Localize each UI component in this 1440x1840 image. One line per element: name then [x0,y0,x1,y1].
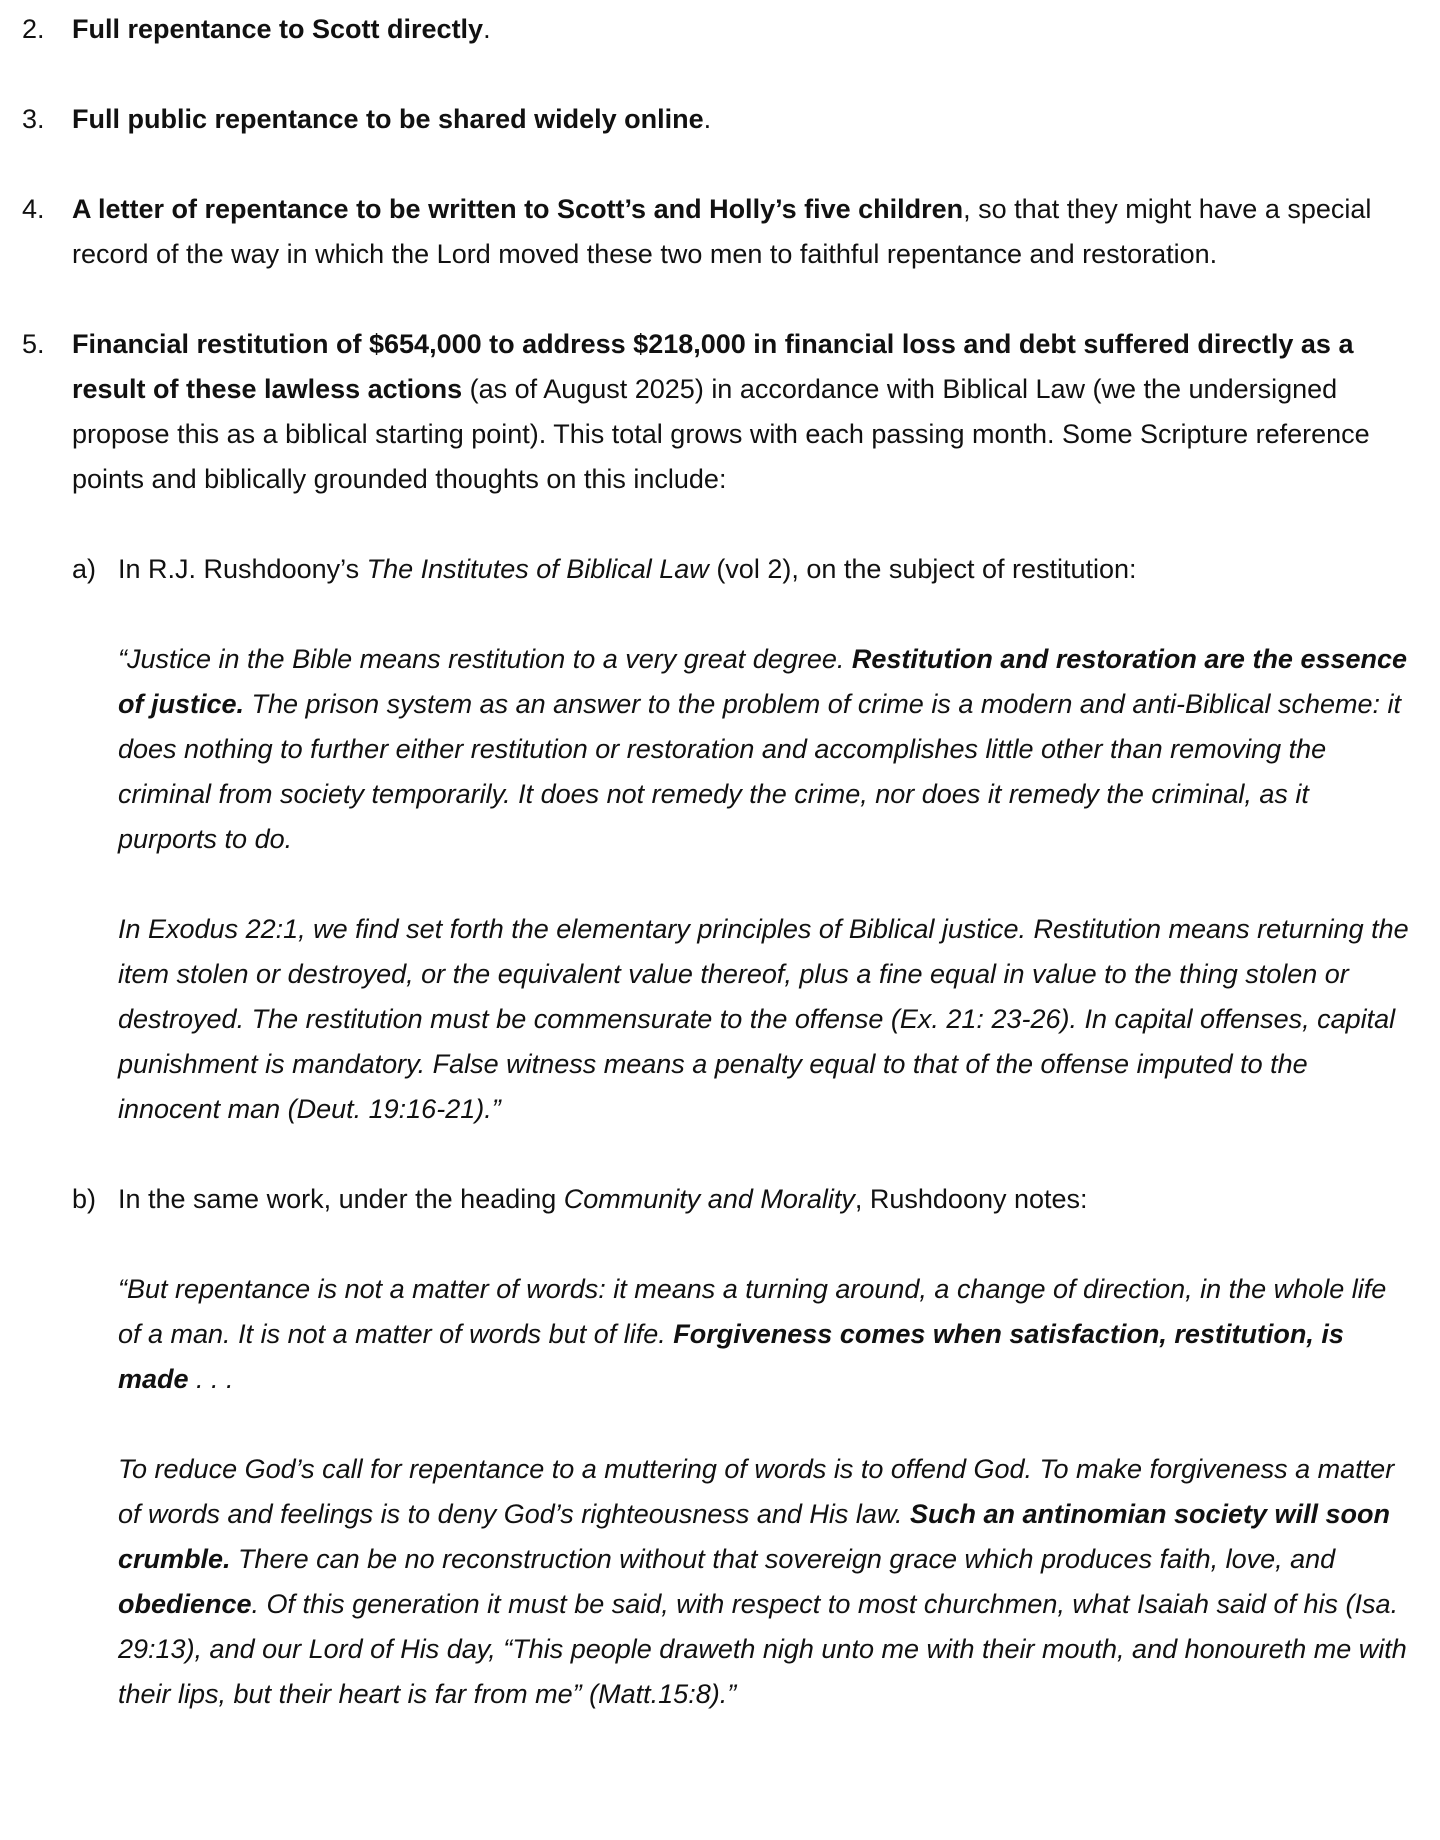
sub-item-text [118,1177,1410,1222]
quote-bold-text: Forgiveness comes when satisfaction, restitution, is made [118,1319,1344,1394]
plain-text: . [483,14,491,44]
bold-text: A letter of repentance to be written to Scott’s and Holly’s five children [72,194,964,224]
plain-text: . [703,104,712,134]
sub-item-text [118,547,1410,592]
quote-text: . Of this generation it must be said, with respect to most churchmen, what Isaiah said of his (Isa. 29:13), and our Lord of His day, “This people draweth nigh unto me with their mouth, and honoureth me with their lips, but their heart is far from me” (Matt.15:8).” [118,1589,1407,1709]
list-item-text [72,322,1410,502]
list-item-2 [22,7,1410,52]
book-title: The Institutes of Biblical Law [366,554,709,584]
sub-item-letter: b) [72,1184,97,1214]
quote-paragraph [118,637,1410,862]
list-number: 4. [22,194,45,224]
bold-text: Full public repentance to be shared widely online [72,104,704,134]
heading-title: Community and Morality [563,1184,855,1214]
quote-text: There can be no reconstruction without that sovereign grace which produces faith, love, and [230,1544,1336,1574]
quote-paragraph [118,1267,1410,1402]
quote-bold-text: obedience [118,1589,252,1619]
quote-paragraph [118,907,1410,1132]
list-number: 3. [22,104,45,134]
list-item-text [72,187,1410,277]
quote-text: “But repentance is not a matter of words: it means a turning around, a change of direction, in the whole life of a man. It is not a matter of words but of life. [118,1274,1387,1349]
quote-bold-text: Restitution and restoration are the essence of justice. [118,644,1408,719]
sub-item-letter: a) [72,554,97,584]
quote-paragraph [118,1447,1410,1717]
quote-text: “Justice in the Bible means restitution to a very great degree. [118,644,852,674]
plain-text: (as of August 2025) in accordance with Biblical Law (we the undersigned propose this as a biblical starting point). This total grows with each passing month. Some Scripture reference points and biblically grounded thoughts on this include: [72,374,1370,494]
list-number: 2. [22,14,45,44]
sub-item-b [72,1177,1410,1222]
list-item-3 [22,97,1410,142]
list-item-4 [22,187,1410,277]
bold-text: Full repentance to Scott directly [72,14,484,44]
list-item-5 [22,322,1410,502]
sub-item-a [72,547,1410,592]
plain-text: (vol 2), on the subject of restitution: [708,554,1137,584]
bold-text: Financial restitution of $654,000 to address $218,000 in financial loss and debt suffered directly as a result of these lawless actions [72,329,1354,404]
quote-bold-text: Such an antinomian society will soon crumble. [118,1499,1391,1574]
quote-text: . . . [188,1364,234,1394]
plain-text: , Rushdoony notes: [854,1184,1088,1214]
list-number: 5. [22,329,45,359]
list-item-text [72,97,1410,142]
list-item-text [72,7,1410,52]
plain-text: In the same work, under the heading [118,1184,564,1214]
quote-text: To reduce God’s call for repentance to a muttering of words is to offend God. To make forgiveness a matter of words and feelings is to deny God’s righteousness and His law. [118,1454,1395,1529]
quote-text: The prison system as an answer to the problem of crime is a modern and anti-Biblical scheme: it does nothing to further either restitution or restoration and accomplishes little other than removing the criminal from society temporarily. It does not remedy the crime, nor does it remedy the criminal, as it purports to do. [118,689,1402,854]
plain-text: In R.J. Rushdoony’s [118,554,367,584]
plain-text: , so that they might have a special record of the way in which the Lord moved these two men to faithful repentance and restoration. [72,194,1372,269]
quote-text: In Exodus 22:1, we find set forth the elementary principles of Biblical justice. Restitution means returning the item stolen or destroyed, or the equivalent value thereof, plus a fine equal in value to the thing stolen or destroyed. The restitution must be commensurate to the offense (Ex. 21: 23-26). In capital offenses, capital punishment is mandatory. False witness means a penalty equal to that of the offense imputed to the innocent man (Deut. 19:16-21).” [118,914,1409,1124]
